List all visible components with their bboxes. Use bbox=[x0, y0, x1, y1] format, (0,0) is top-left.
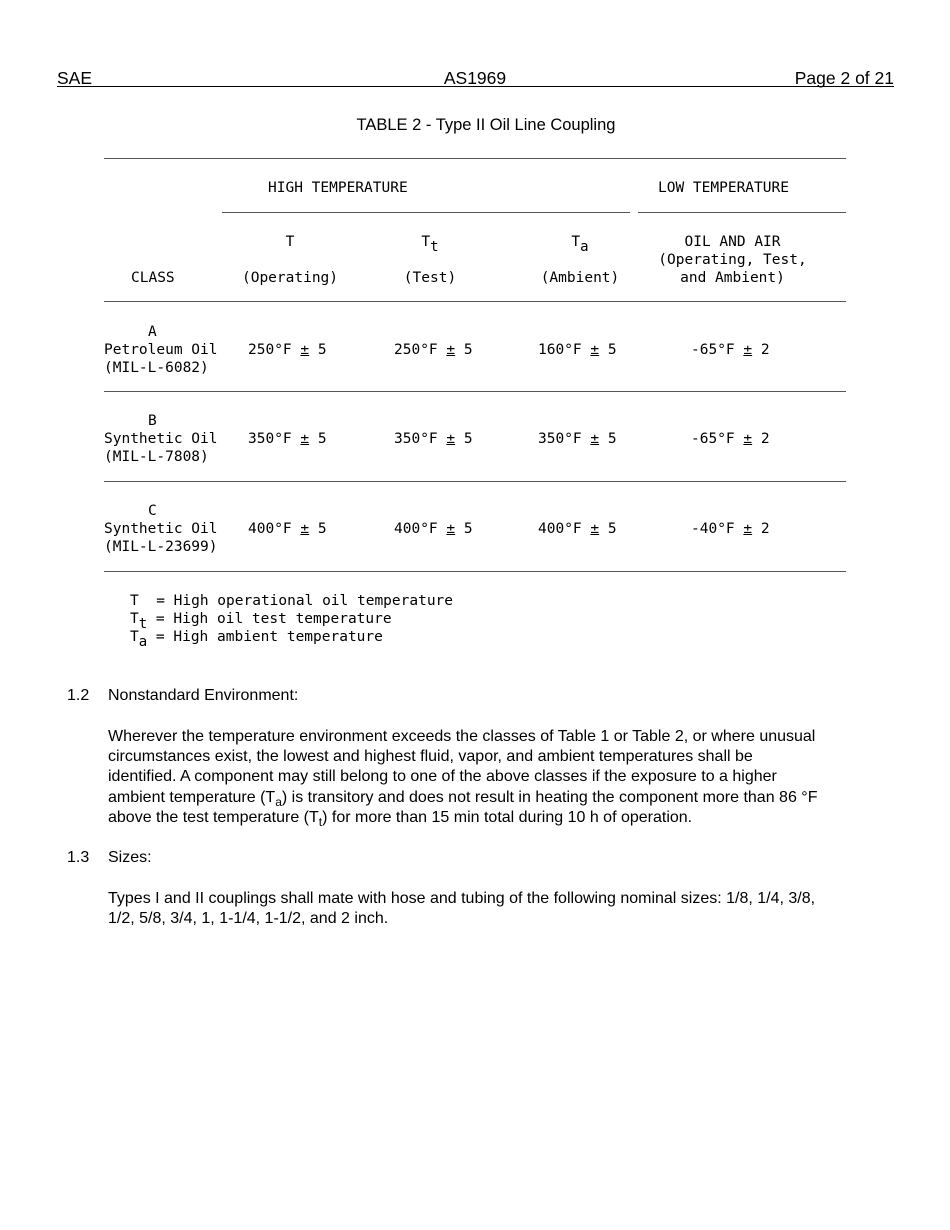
col-tt-desc: (Test) bbox=[403, 270, 457, 286]
legend-t: T = High operational oil temperature bbox=[130, 593, 454, 609]
row-rule-2 bbox=[104, 481, 846, 482]
cell-b-t: 350°F ± 5 bbox=[248, 431, 327, 447]
table-top-rule bbox=[104, 158, 846, 159]
section-1-3-body: Types I and II couplings shall mate with hose and tubing of the following nominal sizes: 1/8, 1/4, 3/8, 1/2, 5/8, 3/4, 1, 1-1/4, 1-1/2, and 2 inch. bbox=[108, 890, 816, 928]
low-col-header: OIL AND AIR (Operating, Test, and Ambient) bbox=[658, 234, 807, 286]
cell-c-low: -40°F ± 2 bbox=[691, 521, 770, 537]
high-temp-rule bbox=[222, 212, 630, 213]
high-temperature-header: HIGH TEMPERATURE bbox=[268, 180, 408, 196]
cell-a-ta: 160°F ± 5 bbox=[538, 342, 617, 358]
col-ta-symbol: $T_a$ bbox=[571, 234, 589, 255]
row-rule-1 bbox=[104, 391, 846, 392]
header-rule bbox=[57, 86, 894, 87]
cell-b-ta: 350°F ± 5 bbox=[538, 431, 617, 447]
class-cell-c: C Synthetic Oil (MIL-L-23699) bbox=[104, 503, 218, 555]
header-right: Page 2 of 21 bbox=[794, 68, 894, 88]
class-header: CLASS bbox=[131, 270, 175, 286]
col-ta-desc: (Ambient) bbox=[540, 270, 620, 286]
table-title: TABLE 2 - Type II Oil Line Coupling bbox=[356, 116, 616, 134]
header-bottom-rule bbox=[104, 301, 846, 302]
section-1-3-title: Sizes: bbox=[108, 849, 152, 866]
col-t-desc: (Operating) bbox=[241, 270, 339, 286]
cell-c-ta: 400°F ± 5 bbox=[538, 521, 617, 537]
cell-a-t: 250°F ± 5 bbox=[248, 342, 327, 358]
class-cell-a: A Petroleum Oil (MIL-L-6082) bbox=[104, 324, 218, 376]
cell-b-tt: 350°F ± 5 bbox=[394, 431, 473, 447]
section-1-2-title: Nonstandard Environment: bbox=[108, 687, 299, 704]
header-left: SAE bbox=[57, 68, 93, 88]
cell-b-low: -65°F ± 2 bbox=[691, 431, 770, 447]
legend-tt: $T_t$ = High oil test temperature bbox=[130, 611, 392, 632]
section-1-3-number: 1.3 bbox=[67, 849, 90, 866]
col-t-symbol: T bbox=[285, 234, 295, 250]
low-temp-rule bbox=[638, 212, 846, 213]
section-1-2-body: Wherever the temperature environment exceeds the classes of Table 1 or Table 2, or where unusual circumstances exist, the lowest and highest fluid, vapor, and ambient temperatures shall be identified. A component may still belong to one of the above classes if the exposure to a higher ambient temperature $(T_a)$ is transitory and does not result in heating the component more than 86 °F above the test temperature $(T_t)$ for more than 15 min total during 10 h of operation. bbox=[108, 728, 818, 829]
class-cell-b: B Synthetic Oil (MIL-L-7808) bbox=[104, 413, 218, 465]
section-1-2-number: 1.2 bbox=[67, 687, 90, 704]
legend-ta: $T_a$ = High ambient temperature bbox=[130, 629, 383, 650]
cell-c-tt: 400°F ± 5 bbox=[394, 521, 473, 537]
low-temperature-header: LOW TEMPERATURE bbox=[658, 180, 789, 196]
cell-a-low: -65°F ± 2 bbox=[691, 342, 770, 358]
cell-a-tt: 250°F ± 5 bbox=[394, 342, 473, 358]
cell-c-t: 400°F ± 5 bbox=[248, 521, 327, 537]
header-center: AS1969 bbox=[443, 68, 507, 88]
table-bottom-rule bbox=[104, 571, 846, 572]
col-tt-symbol: $T_t$ bbox=[421, 234, 439, 255]
